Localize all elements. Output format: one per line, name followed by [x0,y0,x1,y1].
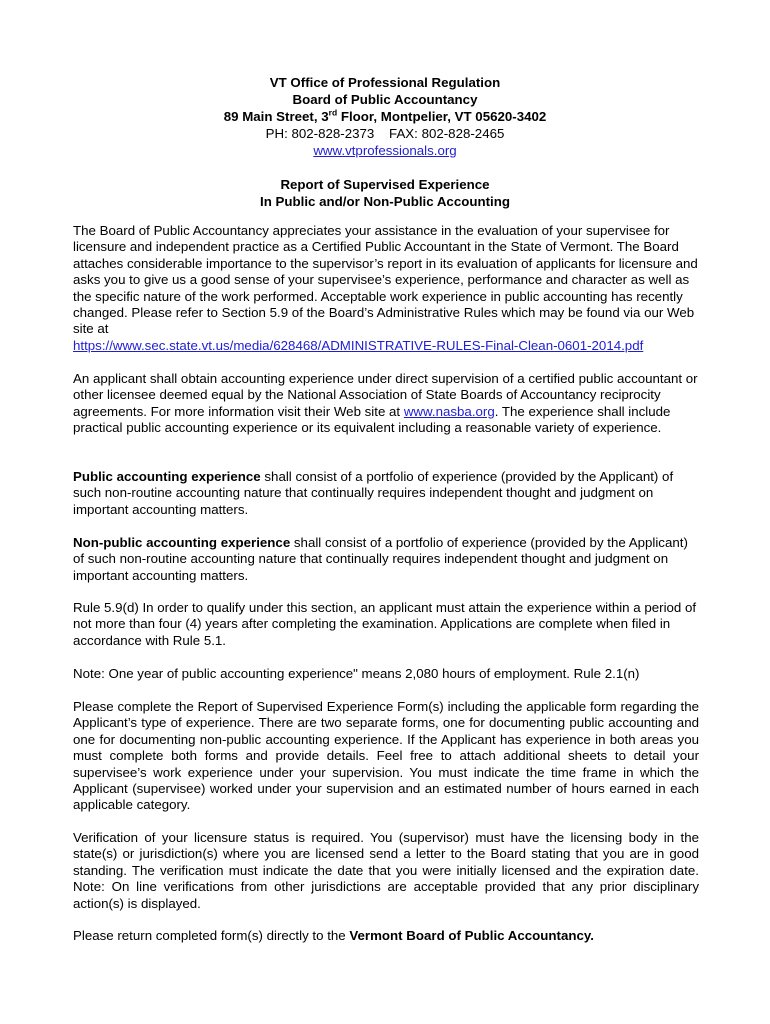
board-name: Board of Public Accountancy [292,92,478,107]
phone-fax: PH: 802-828-2373 FAX: 802-828-2465 [265,126,505,141]
website-link[interactable]: www.vtprofessionals.org [313,143,457,158]
instructions-text: Please complete the Report of Supervised Experience Form(s) including the applicable form regarding the Applicant’s type of experience. There are two separate forms, one for documenting public accounting and one for documenting non-public accounting experience. If the Applicant has experience in both areas you must complete both forms and provide details. Feel free to attach additional sheets to detail your supervisee’s work experience under your supervision. You must indicate the time frame in which the Applicant (supervisee) worked under your supervision and an estimated number of hours earned in each applicable category. [73,699,699,813]
closing-board-name: Vermont Board of Public Accountancy. [349,928,594,943]
nonpublic-term: Non-public accounting experience [73,535,291,550]
public-text: shall consist of a portfolio of experience (provided by the Applicant) of such non-routine accounting nature that continually requires independent thought and judgment on important accounting matters. [73,469,674,517]
nonpublic-text: shall consist of a portfolio of experience (provided by the Applicant) of such non-routine accounting nature that continually requires independent thought and judgment on important accounting matters. [73,535,688,583]
nasba-link[interactable]: www.nasba.org [403,403,495,419]
administrative-rules-link[interactable]: https://www.sec.state.vt.us/media/628468/ADMINISTRATIVE-RULES-Final-Clean-0601-2014.pdf [73,337,644,353]
verification-text: Verification of your licensure status is required. You (supervisor) must have the licensing body in the state(s) or jurisdiction(s) where you are licensed send a letter to the Board stating that you are in good standing. The verification must indicate the date that you were initially licensed and the expiration date. Note: On line verifications from other jurisdictions are acceptable provided that any prior disciplinary action(s) is displayed. [73,830,699,911]
applicant-paragraph [73,371,699,437]
verification-paragraph [73,830,699,912]
letterhead [0,74,770,210]
rule-text: Rule 5.9(d) In order to qualify under this section, an applicant must attain the experience within a period of not more than four (4) years after completing the examination. Applications are complete when filed in accordance with Rule 5.1. [73,600,697,648]
report-subtitle: In Public and/or Non-Public Accounting [260,194,510,209]
mailing-address: 89 Main Street, 3rd Floor, Montpelier, VT 05620-3402 [223,107,547,124]
office-name: VT Office of Professional Regulation [269,75,501,90]
rule-paragraph [73,600,699,649]
public-paragraph [73,469,699,518]
intro-text: The Board of Public Accountancy appreciates your assistance in the evaluation of your supervisee for licensure and independent practice as a Certified Public Accountant in the State of Vermont. The Board attaches considerable importance to the supervisor’s report in its evaluation of applicants for licensure and asks you to give us a good sense of your supervisee’s experience, performance and character as well as the specific nature of the work performed. Acceptable work experience in public accounting has recently changed. Please refer to Section 5.9 of the Board’s Administrative Rules which may be found via our Web site at [73,223,698,337]
closing-text: Please return completed form(s) directly to the [73,928,350,943]
note-text: Note: One year of public accounting experience" means 2,080 hours of employment. Rule 2.1(n) [73,666,640,681]
report-title: Report of Supervised Experience [280,177,490,192]
website-link-row [0,142,770,159]
ordinal-suffix: rd [328,107,338,118]
intro-paragraph [73,223,699,354]
instructions-paragraph [73,699,699,814]
closing-paragraph [73,928,699,944]
applicant-text-end: . The experience shall include practical public accounting experience or its equivalent including a reasonable variety of experience. [73,403,671,436]
note-paragraph [73,666,699,682]
applicant-text: An applicant shall obtain accounting experience under direct supervision of a certified public accountant or other licensee deemed equal by the National Association of State Boards of Accountancy reciprocity agreements. For more information visit their Web site at [73,371,698,419]
public-term: Public accounting experience [73,469,261,484]
nonpublic-paragraph [73,535,699,584]
